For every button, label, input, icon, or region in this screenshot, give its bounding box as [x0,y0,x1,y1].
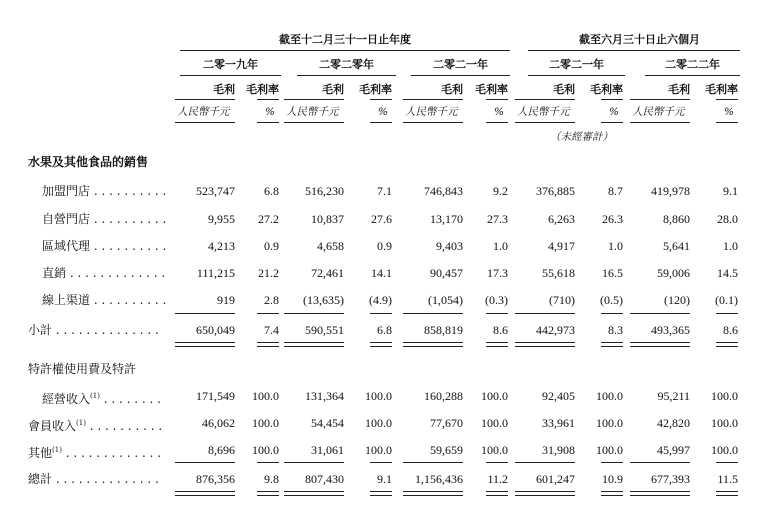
row-value: 72,461 [311,266,344,280]
total-value: 9.1 [377,472,392,486]
total-double-rule [601,491,623,496]
unit-pct: % [724,106,734,118]
year-header: 二零二二年 [665,58,720,71]
subtotal-top-rule [515,313,575,314]
subtotal-double-rule [486,342,508,347]
gross-profit-header: 毛利 [553,83,575,96]
unit-rmb: 人民幣千元 [177,106,230,118]
row-value: 5,641 [663,239,690,253]
row-value: 14.5 [717,266,738,280]
subtotal-double-rule [403,342,463,347]
year-header: 二零二一年 [433,58,488,71]
row-value: 1.0 [493,239,508,253]
year-header: 二零二一年 [549,58,604,71]
footnote-ref: (1) [52,446,62,454]
row-value: (0.3) [485,293,508,307]
gross-margin-header: 毛利率 [359,83,392,96]
subtotal-top-rule [175,313,235,314]
year-rule [411,75,510,76]
unit-rule [370,122,392,123]
total-value: 11.2 [487,472,508,486]
total-double-rule [403,491,463,496]
subtotal-double-rule [716,342,738,347]
franchise-value: 160,288 [424,389,463,403]
row-value: 2.8 [264,293,279,307]
franchise-value: 100.0 [481,389,508,403]
total-value: 10.9 [602,472,623,486]
row-value: 17.3 [487,266,508,280]
row-value: 27.6 [371,212,392,226]
others-value: 100.0 [252,443,279,457]
rule-year-end [180,50,510,51]
others-value: 45,997 [657,443,690,457]
unaudited-note: （未經審計） [550,131,613,143]
row-value: 0.9 [377,239,392,253]
subtotal-top-rule [403,313,463,314]
row-value: 13,170 [430,212,463,226]
franchise-value: 95,211 [657,389,690,403]
franchise-value: 100.0 [365,389,392,403]
franchise-value: 100.0 [596,389,623,403]
year-header: 二零二零年 [319,58,374,71]
row-value: 9,955 [208,212,235,226]
total-double-rule [175,491,235,496]
total-top-rule [486,462,508,463]
subtotal-value: 7.4 [264,323,279,337]
subtotal-value: 442,973 [536,323,575,337]
others-value: 8,696 [208,443,235,457]
row-value: 1.0 [608,239,623,253]
unit-pct: % [265,106,275,118]
unit-pct: % [378,106,388,118]
row-value: (0.5) [600,293,623,307]
subtotal-double-rule [630,342,690,347]
franchise-value: 100.0 [252,389,279,403]
total-top-rule [257,462,279,463]
col-rule [284,99,344,100]
unit-rule [716,122,738,123]
year-rule [297,75,396,76]
gross-profit-header: 毛利 [213,83,235,96]
total-value: 601,247 [536,472,575,486]
footnote-ref: (1) [76,419,86,427]
row-label: 加盟門店 . . . . . . . . . . [42,184,167,198]
row-value: 6,263 [548,212,575,226]
row-value: 59,006 [657,266,690,280]
row-value: 26.3 [602,212,623,226]
membership-value: 42,820 [657,416,690,430]
header-six-months: 截至六月三十日止六個月 [579,33,700,46]
franchise-label: 特許權使用費及特許 [28,362,137,376]
row-value: 21.2 [258,266,279,280]
unit-rule [257,122,279,123]
row-value: 14.1 [371,266,392,280]
unit-rmb: 人民幣千元 [405,106,458,118]
membership-value: 100.0 [481,416,508,430]
total-top-rule [630,462,690,463]
footnote-ref: (1) [90,392,100,400]
unit-rmb: 人民幣千元 [286,106,339,118]
total-double-rule [515,491,575,496]
col-rule [257,99,279,100]
total-double-rule [486,491,508,496]
total-value: 677,393 [651,472,690,486]
row-value: 6.8 [264,184,279,198]
row-value: 10,837 [311,212,344,226]
row-value: 9.2 [493,184,508,198]
col-rule [515,99,575,100]
year-rule [645,75,740,76]
subtotal-top-rule [486,313,508,314]
membership-label: 會員收入$^{(1)}$ . . . . . . . . . . [28,419,163,433]
total-double-rule [284,491,344,496]
others-value: 100.0 [711,443,738,457]
gross-margin-header: 毛利率 [246,83,279,96]
gross-margin-header: 毛利率 [705,83,738,96]
row-label: 直銷 . . . . . . . . . . . . . [42,266,166,280]
unit-rule [486,122,508,123]
row-value: 55,618 [542,266,575,280]
others-value: 100.0 [365,443,392,457]
row-value: (4.9) [369,293,392,307]
subtotal-value: 493,365 [651,323,690,337]
total-top-rule [284,462,344,463]
header-year-end: 截至十二月三十一日止年度 [279,33,411,46]
total-double-rule [630,491,690,496]
year-header: 二零一九年 [203,58,258,71]
others-value: 100.0 [596,443,623,457]
row-value: (120) [664,293,690,307]
membership-value: 100.0 [252,416,279,430]
subtotal-value: 858,819 [424,323,463,337]
subtotal-top-rule [257,313,279,314]
row-value: 9,403 [436,239,463,253]
unit-rmb: 人民幣千元 [632,106,685,118]
franchise-value: 100.0 [711,389,738,403]
franchise-label-2: 經營收入$^{(1)}$ . . . . . . . . [42,392,161,406]
row-value: 28.0 [717,212,738,226]
gross-profit-header: 毛利 [668,83,690,96]
unit-pct: % [609,106,619,118]
col-rule [403,99,463,100]
row-label: 自營門店 . . . . . . . . . . [42,212,167,226]
total-double-rule [370,491,392,496]
total-value: 1,156,436 [415,472,463,486]
membership-value: 100.0 [596,416,623,430]
total-top-rule [370,462,392,463]
subtotal-double-rule [601,342,623,347]
row-value: 8,860 [663,212,690,226]
subtotal-value: 8.3 [608,323,623,337]
year-rule [528,75,625,76]
col-rule [486,99,508,100]
membership-value: 77,670 [430,416,463,430]
row-value: 111,215 [196,266,235,280]
col-rule [601,99,623,100]
unit-rmb: 人民幣千元 [517,106,570,118]
total-top-rule [515,462,575,463]
row-value: 4,658 [317,239,344,253]
row-value: 919 [217,293,235,307]
unit-rule [403,122,463,123]
gross-profit-header: 毛利 [322,83,344,96]
row-value: 16.5 [602,266,623,280]
subtotal-double-rule [175,342,235,347]
year-rule [180,75,281,76]
others-value: 31,061 [311,443,344,457]
subtotal-double-rule [257,342,279,347]
subtotal-top-rule [370,313,392,314]
row-value: (13,635) [303,293,344,307]
unit-rule [515,122,575,123]
row-value: 7.1 [377,184,392,198]
franchise-value: 92,405 [542,389,575,403]
row-value: 523,747 [196,184,235,198]
row-value: 419,978 [651,184,690,198]
row-value: 27.2 [258,212,279,226]
row-value: 9.1 [723,184,738,198]
total-value: 807,430 [305,472,344,486]
row-value: (0.1) [715,293,738,307]
subtotal-double-rule [515,342,575,347]
total-top-rule [403,462,463,463]
subtotal-value: 6.8 [377,323,392,337]
total-double-rule [716,491,738,496]
franchise-value: 171,549 [196,389,235,403]
unit-rule [630,122,690,123]
subtotal-double-rule [370,342,392,347]
total-value: 11.5 [717,472,738,486]
unit-rule [284,122,344,123]
subtotal-value: 590,551 [305,323,344,337]
col-rule [175,99,235,100]
row-label: 區域代理 . . . . . . . . . . [42,239,167,253]
gross-margin-header: 毛利率 [590,83,623,96]
row-value: 90,457 [430,266,463,280]
col-rule [370,99,392,100]
subtotal-top-rule [716,313,738,314]
row-value: 4,917 [548,239,575,253]
subtotal-top-rule [601,313,623,314]
row-value: 27.3 [487,212,508,226]
membership-value: 54,454 [311,416,344,430]
total-double-rule [257,491,279,496]
row-value: (1,054) [428,293,463,307]
row-label: 線上渠道 . . . . . . . . . . [42,293,167,307]
others-value: 31,908 [542,443,575,457]
membership-value: 100.0 [711,416,738,430]
row-value: 746,843 [424,184,463,198]
subtotal-top-rule [284,313,344,314]
col-rule [630,99,690,100]
gross-profit-header: 毛利 [441,83,463,96]
section-title: 水果及其他食品的銷售 [28,155,149,169]
row-value: 376,885 [536,184,575,198]
row-value: 0.9 [264,239,279,253]
unit-pct: % [494,106,504,118]
others-label: 其他$^{(1)}$ . . . . . . . . . . . . . [28,446,162,460]
total-top-rule [601,462,623,463]
unit-rule [175,122,235,123]
others-value: 100.0 [481,443,508,457]
total-value: 9.8 [264,472,279,486]
row-value: 8.7 [608,184,623,198]
subtotal-value: 650,049 [196,323,235,337]
unit-rule [601,122,623,123]
row-value: 4,213 [208,239,235,253]
subtotal-top-rule [630,313,690,314]
row-value: 1.0 [723,239,738,253]
row-value: (710) [549,293,575,307]
rule-six-months [528,50,740,51]
membership-value: 100.0 [365,416,392,430]
franchise-value: 131,364 [305,389,344,403]
total-top-rule [175,462,235,463]
col-rule [716,99,738,100]
total-top-rule [716,462,738,463]
membership-value: 33,961 [542,416,575,430]
total-value: 876,356 [196,472,235,486]
row-value: 516,230 [305,184,344,198]
gross-margin-header: 毛利率 [475,83,508,96]
membership-value: 46,062 [202,416,235,430]
total-label: 總計 . . . . . . . . . . . . . . [28,472,159,486]
subtotal-double-rule [284,342,344,347]
others-value: 59,659 [430,443,463,457]
subtotal-value: 8.6 [493,323,508,337]
subtotal-value: 8.6 [723,323,738,337]
subtotal-label: 小計 . . . . . . . . . . . . . . [28,323,159,337]
